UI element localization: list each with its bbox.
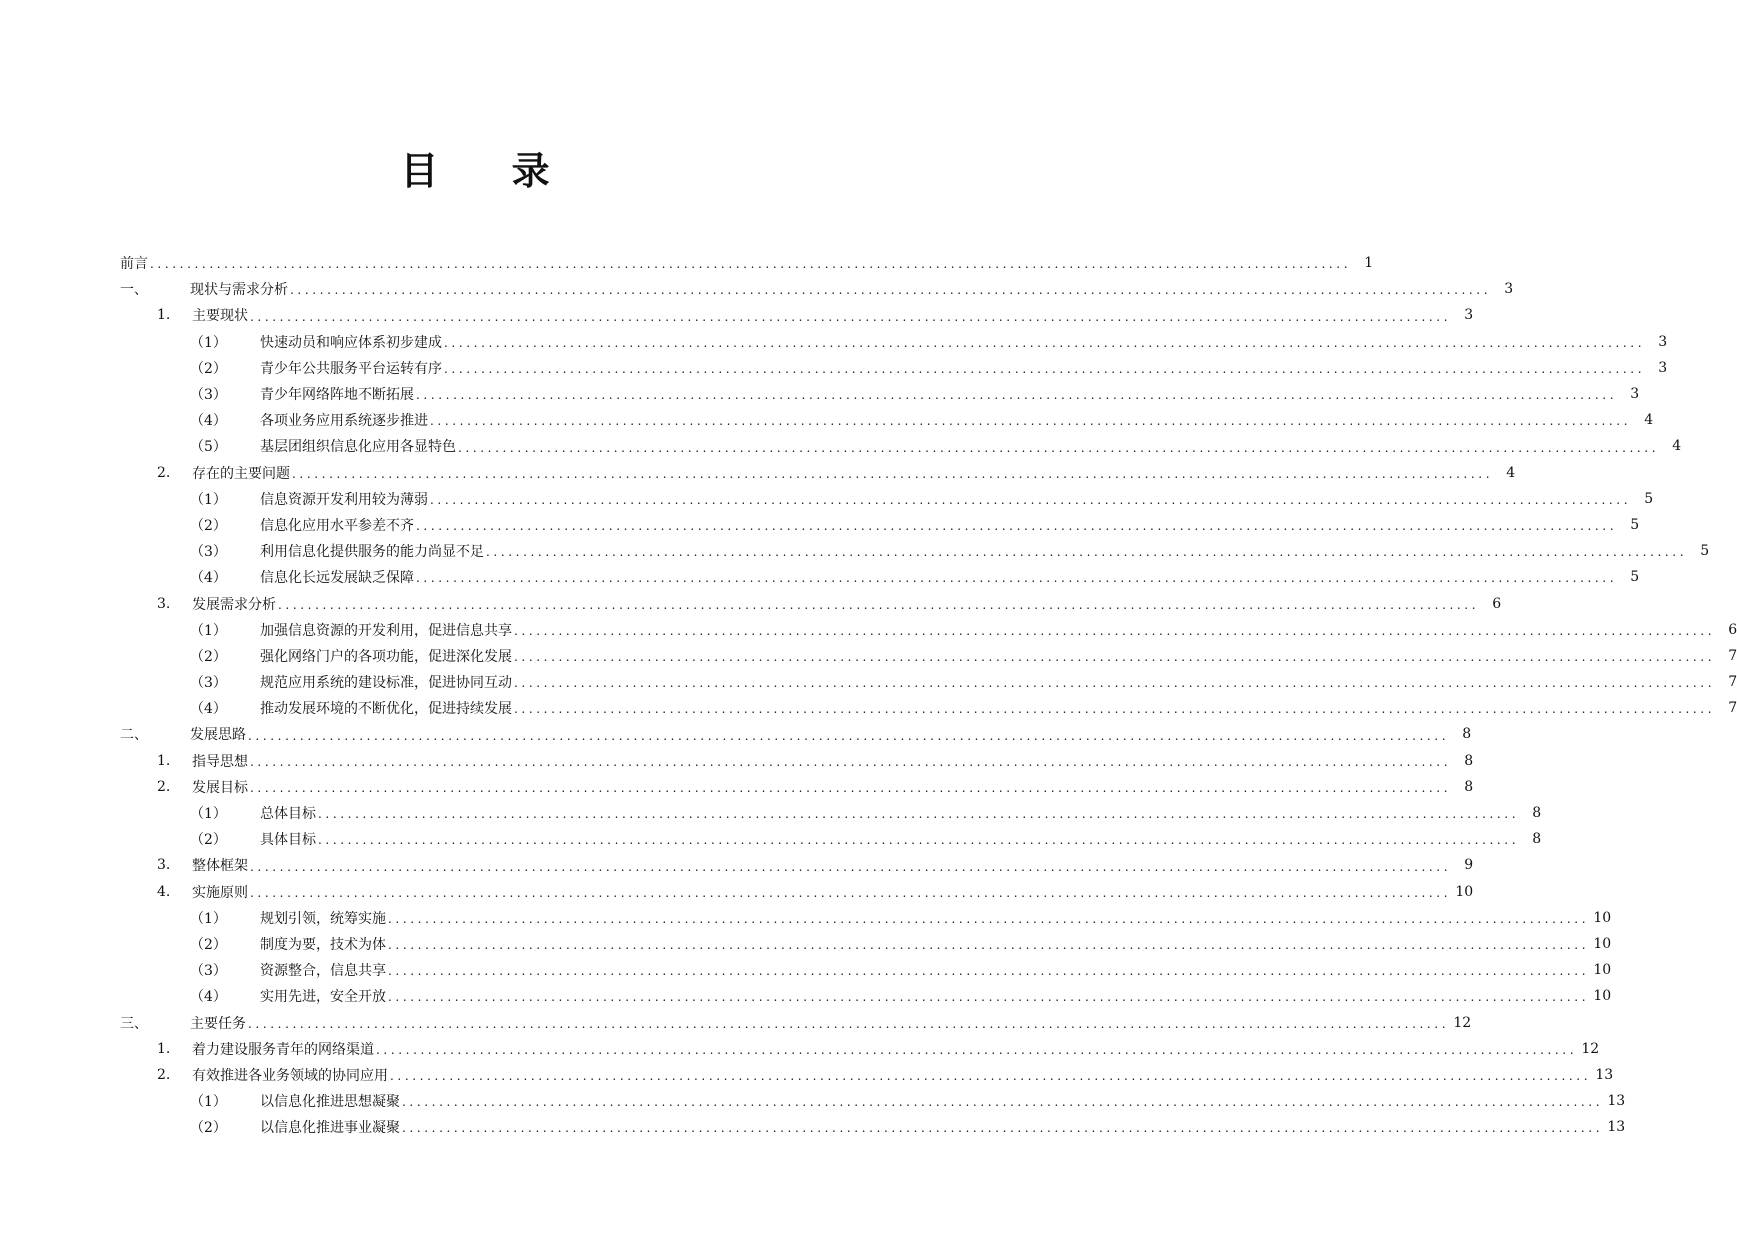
toc-dot-leader: .................................................................................................................................................................. (430, 492, 1632, 507)
toc-entry-number: （3） (190, 963, 227, 980)
toc-entry-page: 3 (1630, 386, 1640, 403)
toc-dot-leader: .................................................................................................................................................................. (416, 571, 1618, 586)
toc-dot-leader: .................................................................................................................................................................. (514, 623, 1716, 638)
toc-entry[interactable] (0, 1036, 1600, 1062)
toc-entry-page: 4 (1506, 464, 1516, 481)
toc-dot-leader: .................................................................................................................................................................. (250, 780, 1452, 795)
toc-entry-label: 实用先进，安全开放 (260, 989, 386, 1006)
toc-entry-label: 发展目标 (192, 779, 248, 796)
toc-entry[interactable] (0, 355, 1668, 381)
toc-entry-page: 7 (1728, 674, 1737, 691)
toc-entry[interactable] (0, 512, 1640, 538)
toc-entry-label: 现状与需求分析 (190, 282, 288, 299)
toc-entry[interactable] (0, 669, 1737, 695)
toc-dot-leader: .................................................................................................................................................................. (402, 1121, 1604, 1136)
toc-dot-leader: .................................................................................................................................................................. (292, 466, 1494, 481)
toc-entry-label: 前言 (120, 256, 148, 273)
toc-entry[interactable] (0, 643, 1737, 669)
toc-entry-label: 规范应用系统的建设标准，促进协同互动 (260, 675, 512, 692)
toc-entry-label: 发展需求分析 (192, 596, 276, 613)
toc-dot-leader: .................................................................................................................................................................. (514, 676, 1716, 691)
toc-dot-leader: .................................................................................................................................................................. (444, 361, 1646, 376)
toc-dot-leader: .................................................................................................................................................................. (458, 440, 1660, 455)
toc-entry-label: 整体框架 (192, 858, 248, 875)
toc-entry[interactable] (0, 1009, 1472, 1035)
toc-entry[interactable] (0, 983, 1612, 1009)
toc-entry-number: 2. (157, 778, 171, 795)
toc-entry-page: 9 (1464, 857, 1474, 874)
toc-entry[interactable] (0, 276, 1514, 302)
toc-entry-label: 主要现状 (192, 308, 248, 325)
toc-dot-leader: .................................................................................................................................................................. (444, 335, 1646, 350)
toc-dot-leader: .................................................................................................................................................................. (416, 388, 1618, 403)
toc-entry-number: 一、 (120, 282, 148, 299)
toc-entry-label: 资源整合，信息共享 (260, 963, 386, 980)
toc-entry-label: 推动发展环境的不断优化，促进持续发展 (260, 701, 512, 718)
toc-entry-number: （4） (190, 570, 227, 587)
toc-entry-number: （4） (190, 701, 227, 718)
toc-entry[interactable] (0, 800, 1542, 826)
toc-entry-label: 利用信息化提供服务的能力尚显不足 (260, 544, 484, 561)
toc-entry-label: 主要任务 (190, 1015, 246, 1032)
toc-entry-label: 具体目标 (260, 832, 316, 849)
toc-entry-number: 三、 (120, 1015, 148, 1032)
toc-entry-number: （1） (190, 806, 227, 823)
toc-entry-page: 4 (1672, 438, 1682, 455)
toc-entry-number: 4. (157, 883, 171, 900)
toc-entry-label: 青少年公共服务平台运转有序 (260, 360, 442, 377)
toc-entry-page: 5 (1700, 543, 1710, 560)
toc-entry-page: 13 (1607, 1119, 1626, 1136)
toc-dot-leader: .................................................................................................................................................................. (248, 1016, 1450, 1031)
toc-entry-label: 规划引领，统筹实施 (260, 910, 386, 927)
toc-entry[interactable] (0, 407, 1654, 433)
toc-entry-page: 8 (1532, 805, 1542, 822)
toc-entry-page: 7 (1728, 647, 1737, 664)
toc-entry-page: 12 (1581, 1040, 1600, 1057)
toc-entry-label: 信息化应用水平参差不齐 (260, 517, 414, 534)
toc-entry[interactable] (0, 852, 1474, 878)
toc-title: 目 录 (400, 149, 580, 193)
toc-entry-page: 8 (1462, 726, 1472, 743)
toc-entry[interactable] (0, 250, 1374, 276)
toc-entry-number: 3. (157, 857, 171, 874)
toc-entry-number: （1） (190, 910, 227, 927)
toc-entry-label: 以信息化推进事业凝聚 (260, 1120, 400, 1137)
toc-entry-page: 10 (1593, 962, 1612, 979)
toc-entry-page: 10 (1455, 883, 1474, 900)
toc-entry-label: 青少年网络阵地不断拓展 (260, 387, 414, 404)
toc-entry-label: 强化网络门户的各项功能，促进深化发展 (260, 648, 512, 665)
toc-dot-leader: .................................................................................................................................................................. (486, 545, 1688, 560)
toc-entry[interactable] (0, 460, 1516, 486)
toc-entry-label: 信息资源开发利用较为薄弱 (260, 491, 428, 508)
toc-entry-number: （3） (190, 544, 227, 561)
toc-dot-leader: .................................................................................................................................................................. (290, 283, 1492, 298)
toc-entry-number: （2） (190, 1120, 227, 1137)
toc-dot-leader: .................................................................................................................................................................. (250, 309, 1452, 324)
toc-entry[interactable] (0, 486, 1654, 512)
toc-entry[interactable] (0, 433, 1682, 459)
toc-entry-page: 10 (1593, 988, 1612, 1005)
toc-entry-page: 3 (1658, 359, 1668, 376)
toc-dot-leader: .................................................................................................................................................................. (514, 702, 1716, 717)
toc-entry[interactable] (0, 590, 1502, 616)
toc-entry-label: 存在的主要问题 (192, 465, 290, 482)
toc-entry-label: 制度为要，技术为体 (260, 936, 386, 953)
toc-dot-leader: .................................................................................................................................................................. (318, 807, 1520, 822)
toc-entry-number: （4） (190, 989, 227, 1006)
toc-dot-leader: .................................................................................................................................................................. (250, 859, 1452, 874)
toc-entry[interactable] (0, 957, 1612, 983)
toc-entry-number: 1. (157, 307, 171, 324)
toc-entry-page: 13 (1595, 1066, 1614, 1083)
toc-entry-number: （2） (190, 936, 227, 953)
toc-entry[interactable] (0, 329, 1668, 355)
toc-entry[interactable] (0, 302, 1474, 328)
toc-dot-leader: .................................................................................................................................................................. (248, 728, 1450, 743)
table-of-contents (0, 250, 1737, 1140)
toc-entry-page: 8 (1464, 778, 1474, 795)
toc-entry-label: 有效推进各业务领域的协同应用 (192, 1067, 388, 1084)
toc-entry-label: 各项业务应用系统逐步推进 (260, 413, 428, 430)
toc-entry-number: （2） (190, 517, 227, 534)
toc-entry-label: 快速动员和响应体系初步建成 (260, 334, 442, 351)
toc-entry-number: （1） (190, 334, 227, 351)
toc-entry-label: 实施原则 (192, 884, 248, 901)
toc-entry-label: 指导思想 (192, 753, 248, 770)
toc-entry-number: （3） (190, 387, 227, 404)
toc-entry[interactable] (0, 774, 1474, 800)
toc-entry-page: 12 (1453, 1014, 1472, 1031)
toc-entry-label: 以信息化推进思想凝聚 (260, 1094, 400, 1111)
toc-entry[interactable] (0, 931, 1612, 957)
toc-entry-page: 7 (1728, 700, 1737, 717)
toc-entry-page: 8 (1464, 752, 1474, 769)
toc-entry-number: 1. (157, 1040, 171, 1057)
toc-entry-number: （1） (190, 622, 227, 639)
toc-entry-page: 6 (1728, 621, 1737, 638)
toc-entry[interactable] (0, 381, 1640, 407)
toc-entry[interactable] (0, 905, 1612, 931)
toc-entry-page: 8 (1532, 831, 1542, 848)
toc-entry-label: 总体目标 (260, 806, 316, 823)
toc-entry[interactable] (0, 1062, 1614, 1088)
toc-dot-leader: .................................................................................................................................................................. (416, 519, 1618, 534)
toc-entry-page: 1 (1364, 255, 1374, 272)
toc-dot-leader: .................................................................................................................................................................. (388, 911, 1590, 926)
toc-entry-page: 10 (1593, 935, 1612, 952)
toc-entry-page: 3 (1464, 307, 1474, 324)
toc-entry-number: 1. (157, 752, 171, 769)
toc-dot-leader: .................................................................................................................................................................. (430, 414, 1632, 429)
toc-entry-number: 二、 (120, 727, 148, 744)
toc-entry-number: 2. (157, 1066, 171, 1083)
toc-entry-page: 6 (1492, 595, 1502, 612)
toc-entry[interactable] (0, 721, 1472, 747)
toc-entry-number: （2） (190, 832, 227, 849)
toc-entry-number: （5） (190, 439, 227, 456)
toc-entry-page: 4 (1644, 412, 1654, 429)
toc-entry[interactable] (0, 879, 1474, 905)
toc-entry-number: 2. (157, 464, 171, 481)
toc-entry-label: 信息化长远发展缺乏保障 (260, 570, 414, 587)
toc-dot-leader: .................................................................................................................................................................. (388, 990, 1590, 1005)
toc-dot-leader: .................................................................................................................................................................. (376, 1042, 1578, 1057)
toc-dot-leader: .................................................................................................................................................................. (388, 938, 1590, 953)
toc-dot-leader: .................................................................................................................................................................. (390, 1069, 1592, 1083)
toc-dot-leader: .................................................................................................................................................................. (514, 650, 1716, 664)
toc-dot-leader: .................................................................................................................................................................. (388, 964, 1590, 979)
toc-entry[interactable] (0, 748, 1474, 774)
toc-entry-number: 3. (157, 595, 171, 612)
toc-dot-leader: .................................................................................................................................................................. (150, 257, 1352, 272)
toc-entry-number: （4） (190, 413, 227, 430)
toc-entry[interactable] (0, 826, 1542, 852)
toc-dot-leader: .................................................................................................................................................................. (250, 885, 1452, 900)
toc-dot-leader: .................................................................................................................................................................. (278, 597, 1480, 612)
toc-dot-leader: .................................................................................................................................................................. (318, 833, 1520, 848)
toc-entry[interactable] (0, 695, 1737, 721)
toc-entry-page: 3 (1504, 281, 1514, 298)
toc-entry-number: （3） (190, 675, 227, 692)
toc-entry-page: 5 (1644, 490, 1654, 507)
toc-entry-number: （1） (190, 1094, 227, 1111)
toc-entry[interactable] (0, 538, 1710, 564)
toc-entry[interactable] (0, 617, 1737, 643)
toc-entry-number: （2） (190, 648, 227, 665)
toc-entry-label: 发展思路 (190, 727, 246, 744)
toc-entry-label: 着力建设服务青年的网络渠道 (192, 1041, 374, 1058)
toc-entry[interactable] (0, 1114, 1626, 1140)
toc-entry-number: （1） (190, 491, 227, 508)
toc-entry[interactable] (0, 1088, 1626, 1114)
toc-entry-number: （2） (190, 360, 227, 377)
toc-entry-label: 加强信息资源的开发利用，促进信息共享 (260, 622, 512, 639)
toc-dot-leader: .................................................................................................................................................................. (250, 754, 1452, 769)
toc-entry[interactable] (0, 564, 1640, 590)
toc-entry-label: 基层团组织信息化应用各显特色 (260, 439, 456, 456)
toc-entry-page: 13 (1607, 1093, 1626, 1110)
toc-dot-leader: .................................................................................................................................................................. (402, 1095, 1604, 1110)
toc-entry-page: 10 (1593, 909, 1612, 926)
toc-entry-page: 5 (1630, 516, 1640, 533)
toc-entry-page: 3 (1658, 333, 1668, 350)
toc-entry-page: 5 (1630, 569, 1640, 586)
